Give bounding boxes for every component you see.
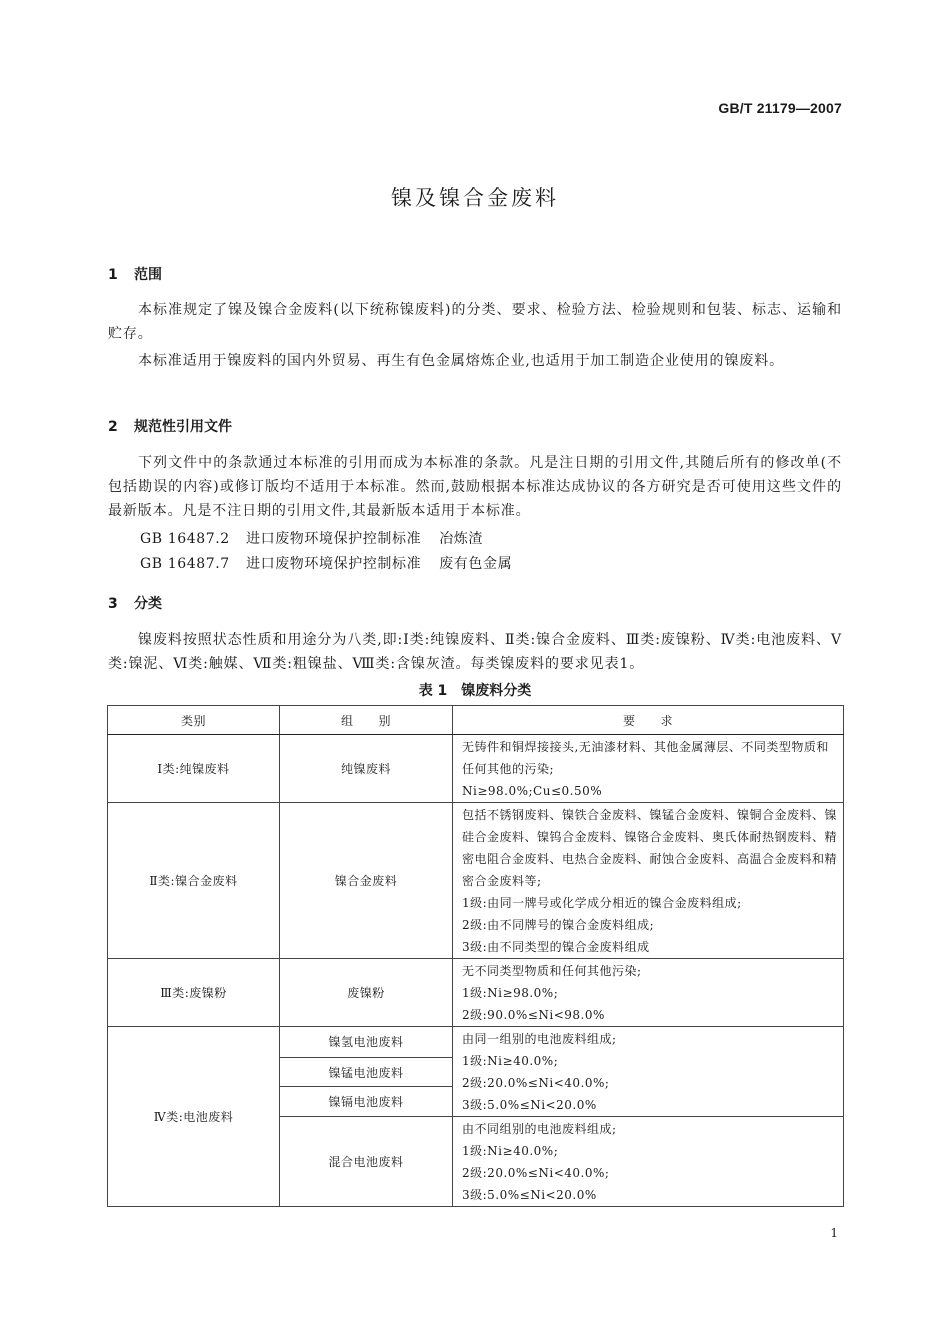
page-number: 1 <box>830 1226 838 1240</box>
reference-subject: 废有色金属 <box>439 556 513 572</box>
requirement-line: 由同一组别的电池废料组成; <box>462 1032 617 1046</box>
table-row <box>108 959 844 1027</box>
requirement-line: 无不同类型物质和任何其他污染; <box>462 964 642 978</box>
requirement-line: 无铸件和铜焊接接头,无油漆材料、其他金属薄层、不同类型物质和任何其他的污染; <box>462 740 829 776</box>
requirement-line: 3级:5.0%≤Ni<20.0% <box>462 1098 597 1112</box>
reference-item <box>140 528 483 548</box>
section-1-paragraph-1: 本标准规定了镍及镍合金废料(以下统称镍废料)的分类、要求、检验方法、检验规则和包装、标志、运输和贮存。 <box>108 302 842 342</box>
table-caption: 表 1 镍废料分类 <box>418 683 532 699</box>
requirement-line: 1级:Ni≥40.0%; <box>462 1054 559 1068</box>
table-row <box>108 735 844 803</box>
section-3-paragraph-1: 镍废料按照状态性质和用途分为八类,即:Ⅰ类:纯镍废料、Ⅱ类:镍合金废料、Ⅲ类:废镍粉、Ⅳ类:电池废料、Ⅴ类:镍泥、Ⅵ类:触媒、Ⅶ类:粗镍盐、Ⅷ类:含镍灰渣。每类镍废料的要求见表1。 <box>108 632 842 672</box>
section-1-heading <box>108 264 162 284</box>
requirement-line: 1级:由同一牌号或化学成分相近的镍合金废料组成; <box>462 896 742 910</box>
category-cell: Ⅳ类:电池废料 <box>108 1027 280 1207</box>
group-cell: 镍镉电池废料 <box>280 1087 453 1117</box>
reference-subject: 冶炼渣 <box>439 531 484 547</box>
table-row <box>108 803 844 959</box>
requirement-line: 3级:由不同类型的镍合金废料组成 <box>462 940 650 954</box>
requirement-line: 1级:Ni≥98.0%; <box>462 986 559 1000</box>
section-number: 2 <box>108 419 118 435</box>
header-requirements: 要 求 <box>453 706 844 735</box>
category-cell: Ⅱ类:镍合金废料 <box>108 803 280 959</box>
reference-code: GB 16487.7 <box>140 556 230 572</box>
section-number: 3 <box>108 596 118 612</box>
section-3-heading <box>108 593 162 613</box>
group-cell: 镍锰电池废料 <box>280 1057 453 1087</box>
requirements-cell <box>453 1027 844 1117</box>
document-title: 镍及镍合金废料 <box>391 186 559 210</box>
reference-title: 进口废物环境保护控制标准 <box>246 556 422 572</box>
requirement-line: 包括不锈钢废料、镍铁合金废料、镍锰合金废料、镍铜合金废料、镍硅合金废料、镍钨合金废料、镍铬合金废料、奥氏体耐热钢废料、精密电阻合金废料、电热合金废料、耐蚀合金废料、高温合金废料和精密合金废料等; <box>462 808 838 888</box>
reference-code: GB 16487.2 <box>140 531 230 547</box>
section-title: 规范性引用文件 <box>134 419 232 435</box>
reference-title: 进口废物环境保护控制标准 <box>246 531 422 547</box>
table-header-row <box>108 706 844 735</box>
group-cell: 镍合金废料 <box>280 803 453 959</box>
section-title: 分类 <box>134 596 162 612</box>
header-group: 组 别 <box>280 706 453 735</box>
group-cell: 混合电池废料 <box>280 1117 453 1207</box>
requirements-cell <box>453 959 844 1027</box>
requirement-line: 2级:20.0%≤Ni<40.0%; <box>462 1166 610 1180</box>
requirement-line: 1级:Ni≥40.0%; <box>462 1144 559 1158</box>
requirements-cell <box>453 803 844 959</box>
requirement-line: 2级:20.0%≤Ni<40.0%; <box>462 1076 610 1090</box>
category-cell: Ⅰ类:纯镍废料 <box>108 735 280 803</box>
requirements-cell <box>453 1117 844 1207</box>
section-title: 范围 <box>134 267 162 283</box>
requirement-line: 3级:5.0%≤Ni<20.0% <box>462 1188 597 1202</box>
group-cell: 废镍粉 <box>280 959 453 1027</box>
requirement-line: 2级:90.0%≤Ni<98.0% <box>462 1008 605 1022</box>
section-2-paragraph-1: 下列文件中的条款通过本标准的引用而成为本标准的条款。凡是注日期的引用文件,其随后所有的修改单(不包括勘误的内容)或修订版均不适用于本标准。然而,鼓励根据本标准达成协议的各方研究是否可使用这些文件的最新版本。凡是不注日期的引用文件,其最新版本适用于本标准。 <box>108 455 842 519</box>
requirement-line: 2级:由不同牌号的镍合金废料组成; <box>462 918 655 932</box>
classification-table <box>107 705 844 1207</box>
group-cell: 镍氢电池废料 <box>280 1027 453 1058</box>
section-number: 1 <box>108 267 118 283</box>
table-row <box>108 1027 844 1058</box>
requirement-line: 由不同组别的电池废料组成; <box>462 1122 617 1136</box>
standard-code: GB/T 21179—2007 <box>718 100 842 116</box>
header-category: 类别 <box>108 706 280 735</box>
reference-item <box>140 553 512 573</box>
section-2-heading <box>108 416 232 436</box>
section-1-paragraph-2: 本标准适用于镍废料的国内外贸易、再生有色金属熔炼企业,也适用于加工制造企业使用的镍废料。 <box>138 353 785 369</box>
group-cell: 纯镍废料 <box>280 735 453 803</box>
category-cell: Ⅲ类:废镍粉 <box>108 959 280 1027</box>
requirement-line: Ni≥98.0%;Cu≤0.50% <box>462 784 603 798</box>
requirements-cell <box>453 735 844 803</box>
